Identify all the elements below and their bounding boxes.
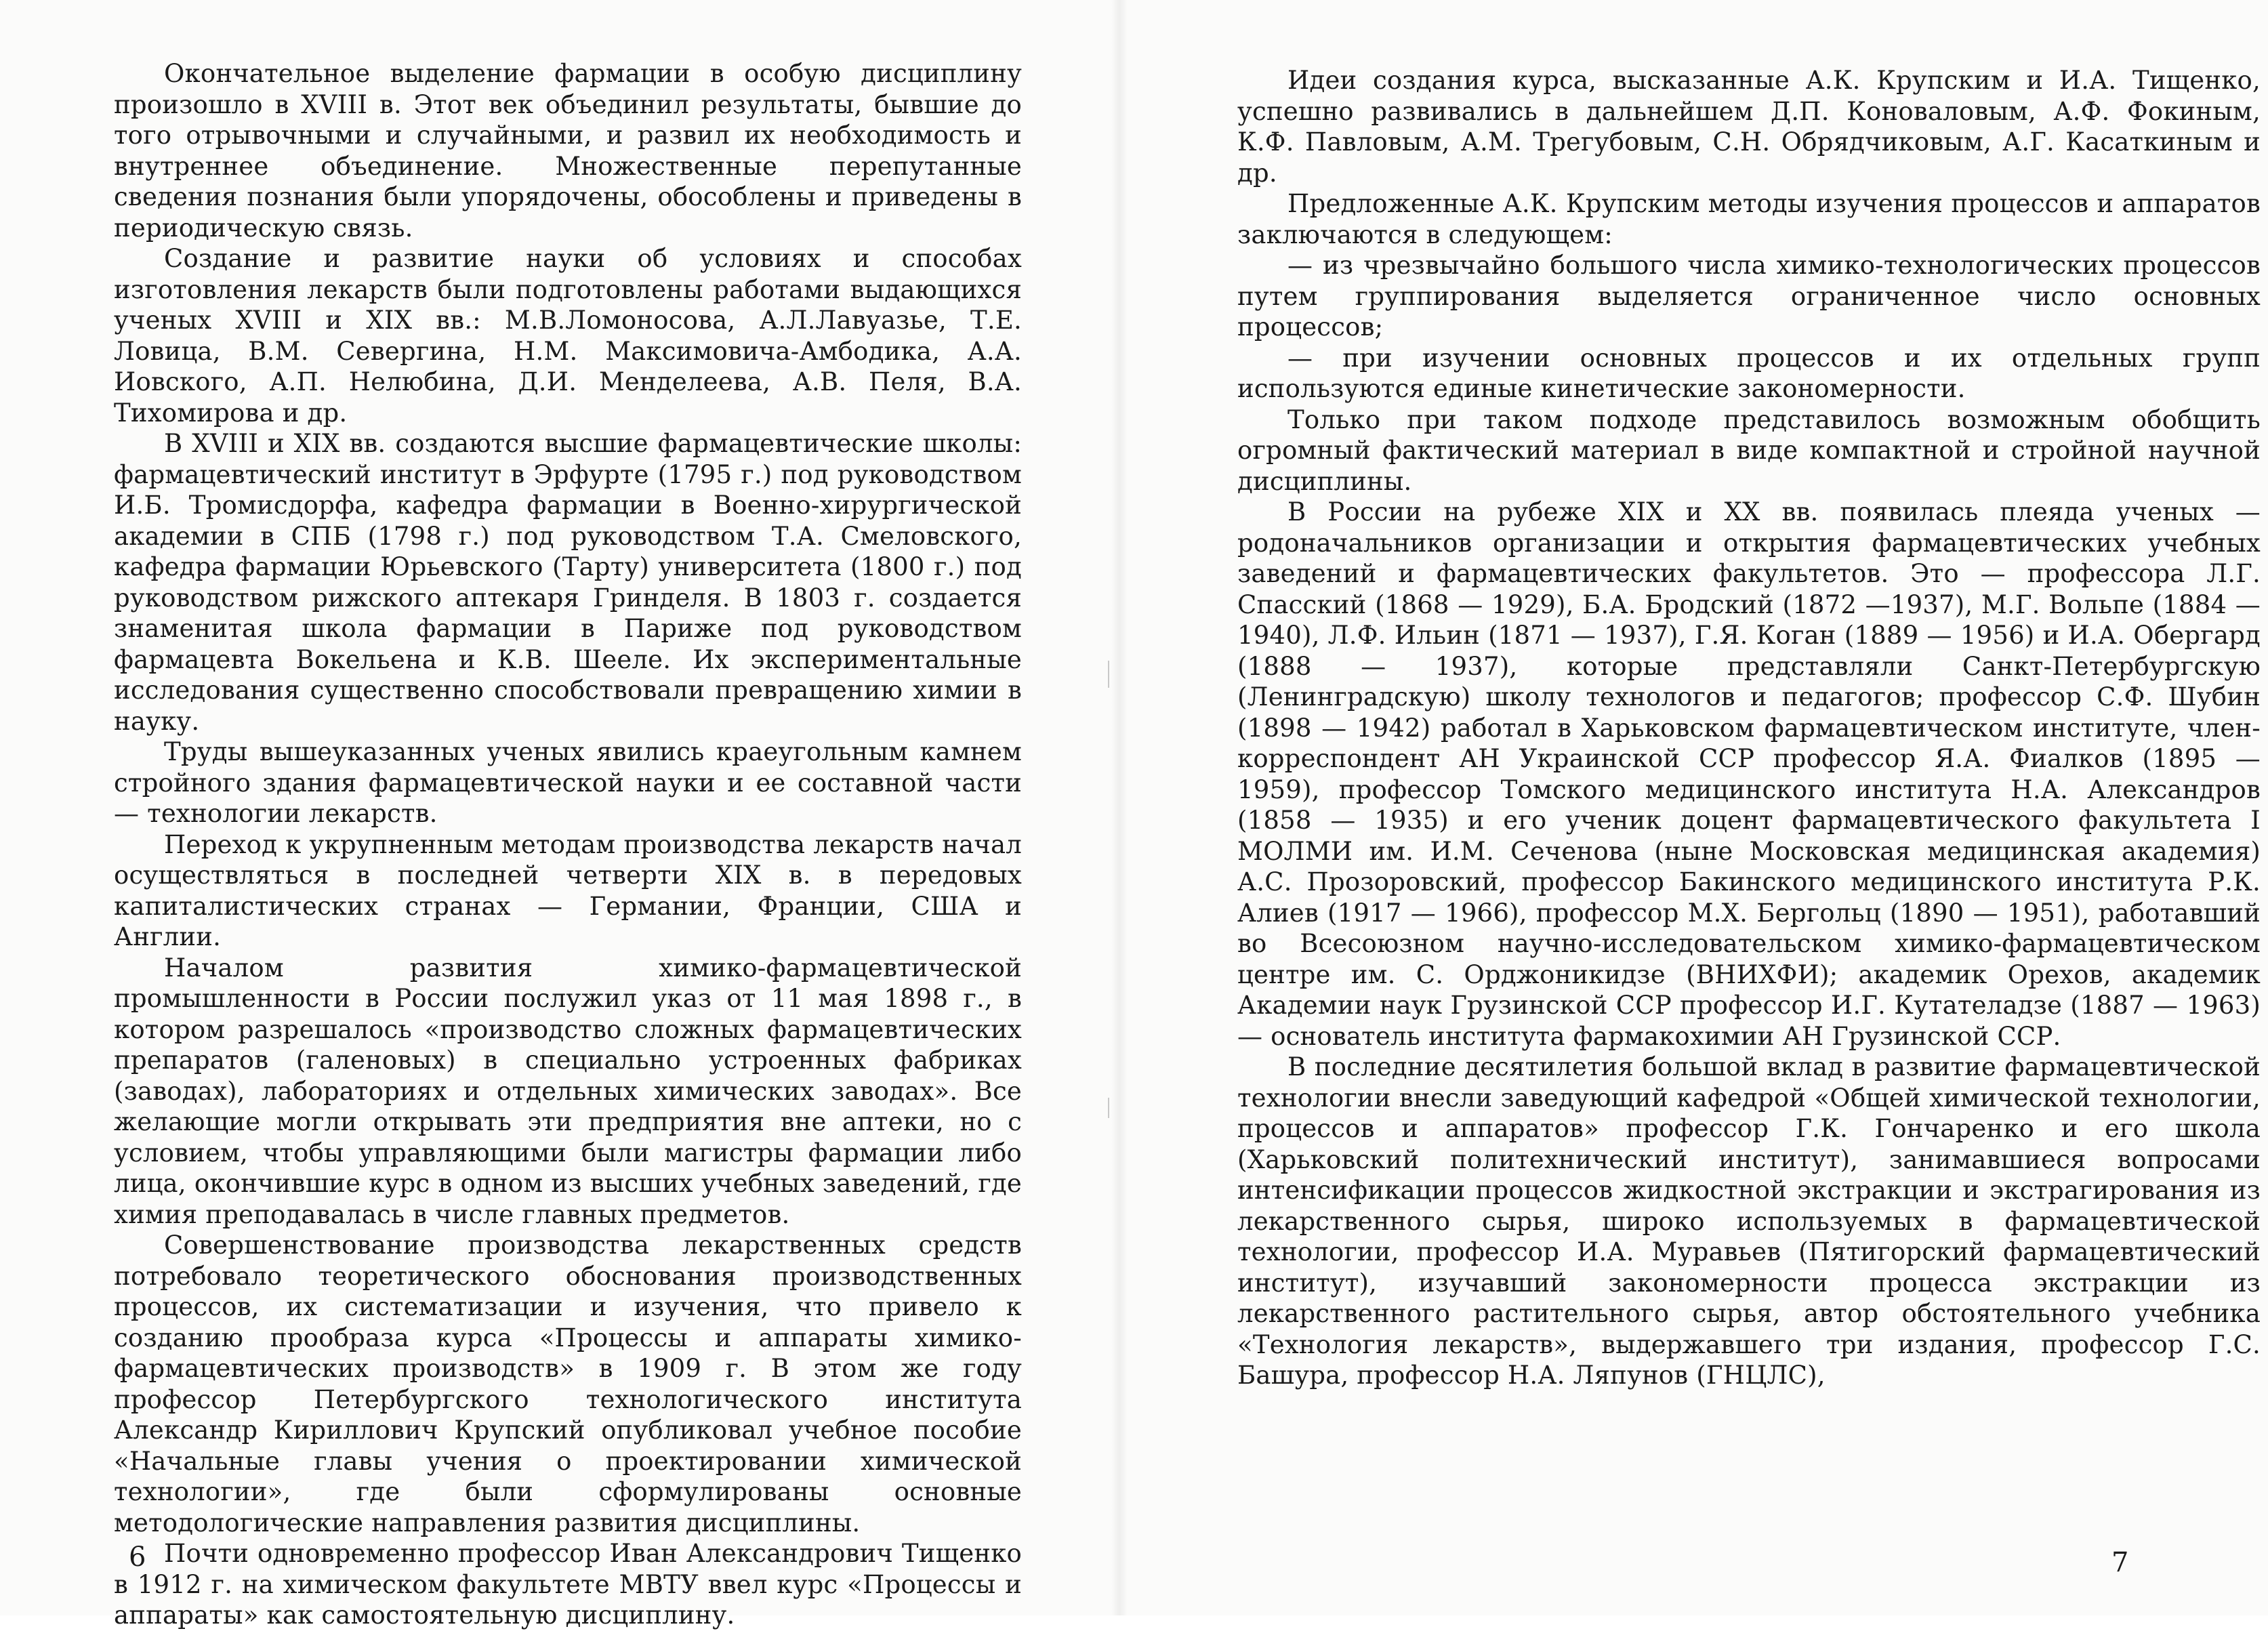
list-item: — при изучении основных процессов и их отдельных групп используются единые кинетические закономерности.	[1237, 343, 2261, 403]
left-page-text	[114, 58, 1022, 1631]
scan-artifact	[1108, 661, 1109, 688]
paragraph: В XVIII и XIX вв. создаются высшие фармацевтические школы: фармацевтический институт в Эрфурте (1795 г.) под руководством И.Б. Тромисдорфа, кафедра фармации в Военно-хирургической академии в СПБ (1798 г.) под руководством Т.А. Смеловского, кафедра фармации Юрьевского (Тарту) университета (1800 г.) под руководством рижского аптекаря Гринделя. В 1803 г. создается знаменитая школа фармации в Париже под руководством фармацевта Вокельена и К.В. Шееле. Их экспериментальные исследования существенно способствовали превращению химии в науку.	[114, 429, 1022, 736]
paragraph: Труды вышеуказанных ученых явились краеугольным камнем стройного здания фармацевтической науки и ее составной части — технологии лекарств.	[114, 737, 1022, 828]
page-number: 7	[2111, 1547, 2129, 1578]
paragraph: Совершенствование производства лекарственных средств потребовало теоретического обоснования производственных процессов, их систематизации и изучения, что привело к созданию прообраза курса «Процессы и аппараты химико-фармацевтических производств» в 1909 г. В этом же году профессор Петербургского технологического института Александр Кириллович Крупский опубликовал учебное пособие «Начальные главы учения о проектировании химической технологии», где были сформулированы основные методологические направления развития дисциплины.	[114, 1231, 1022, 1537]
page-number: 6	[129, 1542, 146, 1573]
paragraph: Только при таком подходе представилось возможным обобщить огромный фактический материал в виде компактной и стройной научной дисциплины.	[1237, 405, 2261, 496]
list-item: — из чрезвычайно большого числа химико-технологических процессов путем группирования выделяется ограниченное число основных процессов;	[1237, 251, 2261, 342]
paragraph: Началом развития химико-фармацевтической промышленности в России послужил указ от 11 мая 1898 г., в котором разрешалось «производство сложных фармацевтических препаратов (галеновых) в специально устроенных фабриках (заводах), лабораториях и отдельных химических заводах». Все желающие могли открывать эти предприятия вне аптеки, но с условием, чтобы управляющими были магистры фармации либо лица, окончившие курс в одном из высших учебных заведений, где химия преподавалась в числе главных предметов.	[114, 953, 1022, 1229]
paragraph: Создание и развитие науки об условиях и способах изготовления лекарств были подготовлены работами выдающихся ученых XVIII и XIX вв.: М.В.Ломоносова, А.Л.Лавуазье, Т.Е. Ловица, В.М. Севергина, Н.М. Максимовича-Амбодика, А.А. Иовского, А.П. Нелюбина, Д.И. Менделеева, А.В. Пеля, В.А. Тихомирова и др.	[114, 244, 1022, 428]
scan-artifact	[1108, 1098, 1109, 1118]
right-page	[1125, 0, 2268, 1615]
paragraph: В России на рубеже XIX и XX вв. появилась плеяда ученых — родоначальников организации и открытия фармацевтических учебных заведений и фармацевтических факультетов. Это — профессора Л.Г. Спасский (1868 — 1929), Б.А. Бродский (1872 —1937), М.Г. Вольпе (1884 — 1940), Л.Ф. Ильин (1871 — 1937), Г.Я. Коган (1889 — 1956) и И.А. Обергард (1888 — 1937), которые представляли Санкт-Петербургскую (Ленинградскую) школу технологов и педагогов; профессор С.Ф. Шубин (1898 — 1942) работал в Харьковском фармацевтическом институте, член-корреспондент АН Украинской ССР профессор Я.А. Фиалков (1895 — 1959), профессор Томского медицинского института Н.А. Александров (1858 — 1935) и его ученик доцент фармацевтического факультета I МОЛМИ им. И.М. Сеченова (ныне Московская медицинская академия) А.С. Прозоровский, профессор Бакинского медицинского института Р.К. Алиев (1917 — 1966), профессор М.Х. Бергольц (1890 — 1951), работавший во Всесоюзном научно-исследовательском химико-фармацевтическом центре им. С. Орджоникидзе (ВНИХФИ); академик Орехов, академик Академии наук Грузинской ССР профессор И.Г. Кутателадзе (1887 — 1963) — основатель института фармакохимии АН Грузинской ССР.	[1237, 497, 2261, 1051]
paragraph: В последние десятилетия большой вклад в развитие фармацевтической технологии внесли заведующий кафедрой «Общей химической технологии, процессов и аппаратов» профессор Г.К. Гончаренко и его школа (Харьковский политехнический институт), занимавшиеся вопросами интенсификации процессов жидкостной экстракции и экстрагирования из лекарственного сырья, широко используемых в фармацевтической технологии, профессор И.А. Муравьев (Пятигорский фармацевтический институт), изучавший закономерности процесса экстракции из лекарственного растительного сырья, автор обстоятельного учебника «Технология лекарств», выдержавшего три издания, профессор Г.С. Башура, профессор Н.А. Ляпунов (ГНЦЛС),	[1237, 1052, 2261, 1390]
paragraph: Почти одновременно профессор Иван Александрович Тищенко в 1912 г. на химическом факультете МВТУ ввел курс «Процессы и аппараты» как самостоятельную дисциплину.	[114, 1539, 1022, 1630]
right-page-text	[1237, 65, 2261, 1391]
paragraph: Переход к укрупненным методам производства лекарств начал осуществляться в последней четверти XIX в. в передовых капиталистических странах — Германии, Франции, США и Англии.	[114, 829, 1022, 951]
paragraph: Окончательное выделение фармации в особую дисциплину произошло в XVIII в. Этот век объединил результаты, бывшие до того отрывочными и случайными, и развил их необходимость и внутреннее объединение. Множественные перепутанные сведения познания были упорядочены, обособлены и приведены в периодическую связь.	[114, 59, 1022, 243]
paragraph: Идеи создания курса, высказанные А.К. Крупским и И.А. Тищенко, успешно развивались в дальнейшем Д.П. Коноваловым, А.Ф. Фокиным, К.Ф. Павловым, А.М. Трегубовым, С.Н. Обрядчиковым, А.Г. Касаткиным и др.	[1237, 66, 2261, 188]
left-page	[0, 0, 1125, 1630]
paragraph: Предложенные А.К. Крупским методы изучения процессов и аппаратов заключаются в следующем:	[1237, 189, 2261, 249]
